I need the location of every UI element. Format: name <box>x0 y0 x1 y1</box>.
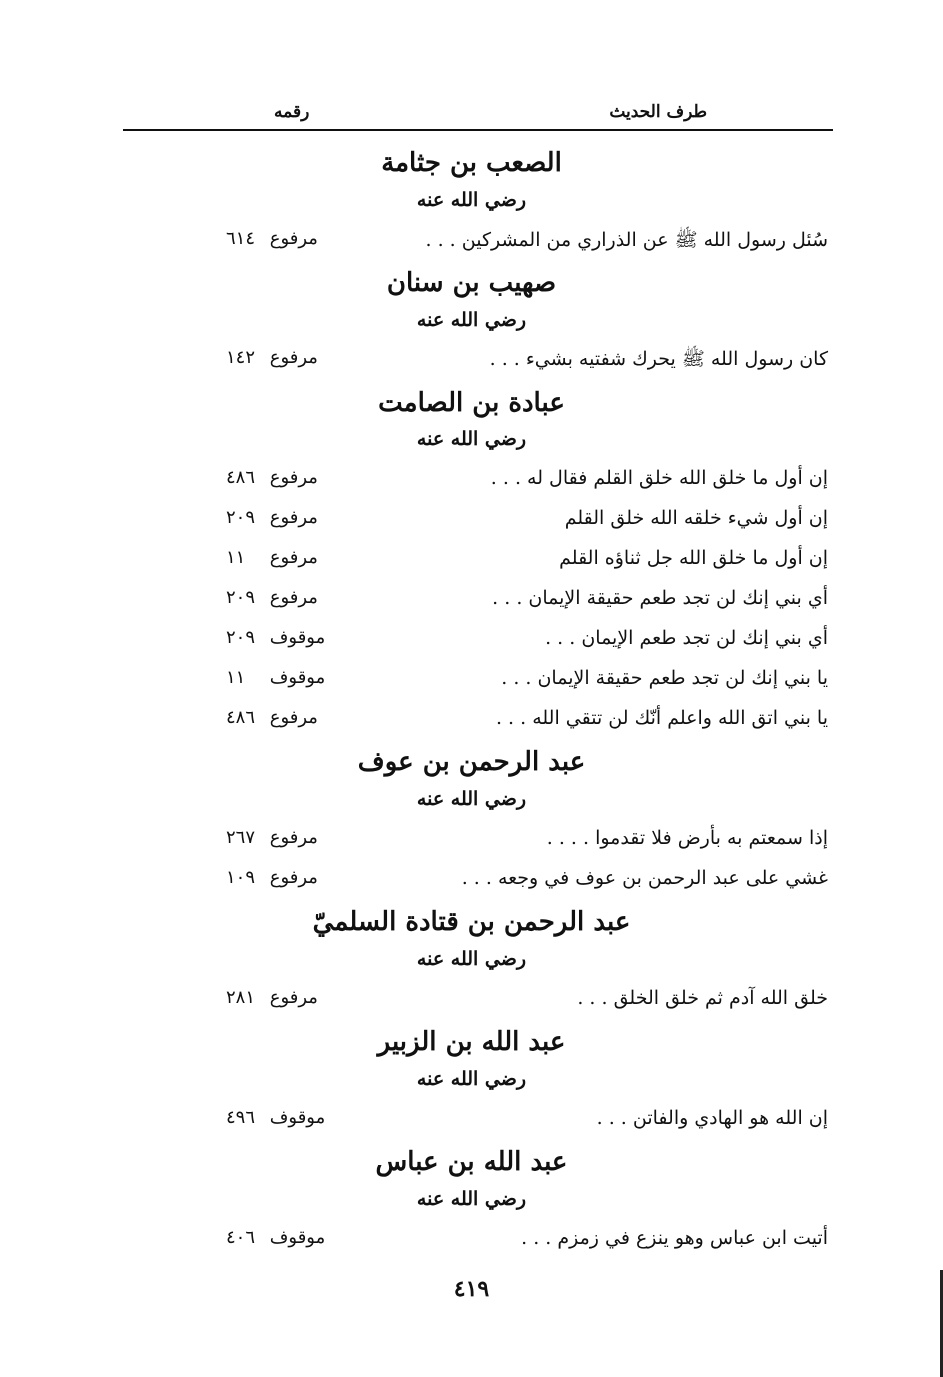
hadith-text: أي بني إنك لن تجد طعم حقيقة الإيمان . . . <box>492 587 828 609</box>
hadith-ref <box>226 228 336 249</box>
section-title: الصعب بن جثامة <box>381 148 562 178</box>
hadith-number: ٦١٤ <box>226 228 256 249</box>
hadith-ref <box>226 1227 336 1248</box>
section-subtitle: رضي الله عنه <box>416 1188 527 1210</box>
section-subtitle: رضي الله عنه <box>416 948 527 970</box>
section-title: عبد الله بن الزبير <box>377 1027 566 1057</box>
hadith-type: مرفوع <box>269 547 318 568</box>
hadith-ref <box>226 867 336 888</box>
hadith-number: ١٠٩ <box>226 867 256 888</box>
hadith-ref <box>226 1107 336 1128</box>
section-subtitle: رضي الله عنه <box>416 428 527 450</box>
hadith-ref <box>226 587 336 608</box>
header-divider <box>123 129 833 131</box>
hadith-type: مرفوع <box>269 228 318 249</box>
hadith-type: مرفوع <box>269 827 318 848</box>
section-title: عبد الرحمن بن قتادة السلميّ <box>312 907 631 937</box>
hadith-type: مرفوع <box>269 587 318 608</box>
hadith-ref <box>226 547 336 568</box>
section-title: عبد الله بن عباس <box>375 1147 568 1177</box>
hadith-ref <box>226 627 336 648</box>
hadith-number: ٤٨٦ <box>226 467 256 488</box>
hadith-number: ٤٩٦ <box>226 1107 256 1128</box>
hadith-type: مرفوع <box>269 467 318 488</box>
page-number: ٤١٩ <box>453 1276 490 1302</box>
hadith-type: مرفوع <box>269 987 318 1008</box>
hadith-number: ٤٨٦ <box>226 707 256 728</box>
hadith-number: ١١ <box>226 667 246 688</box>
hadith-text: أتيت ابن عباس وهو ينزع في زمزم . . . <box>521 1227 828 1249</box>
hadith-number: ١١ <box>226 547 246 568</box>
hadith-ref <box>226 987 336 1008</box>
hadith-text: إن الله هو الهادي والفاتن . . . <box>596 1107 828 1129</box>
section-title: صهيب بن سنان <box>386 268 557 298</box>
hadith-text: إذا سمعتم به بأرض فلا تقدموا . . . . <box>546 827 828 849</box>
hadith-ref <box>226 347 336 368</box>
hadith-text: يا بني اتق الله واعلم أنّك لن تتقي الله . . . <box>495 707 828 729</box>
hadith-number: ١٤٢ <box>226 347 256 368</box>
hadith-ref <box>226 667 336 688</box>
section-subtitle: رضي الله عنه <box>416 189 527 211</box>
hadith-ref <box>226 467 336 488</box>
hadith-number: ٢٨١ <box>226 987 256 1008</box>
hadith-text: أي بني إنك لن تجد طعم الإيمان . . . <box>545 627 828 649</box>
hadith-type: موقوف <box>269 627 326 648</box>
hadith-type: موقوف <box>269 1107 326 1128</box>
section-title: عبادة بن الصامت <box>378 388 565 418</box>
hadith-ref <box>226 707 336 728</box>
hadith-number: ٢٠٩ <box>226 587 256 608</box>
hadith-type: مرفوع <box>269 867 318 888</box>
hadith-text: غشي على عبد الرحمن بن عوف في وجعه . . . <box>461 867 828 889</box>
hadith-ref <box>226 827 336 848</box>
section-subtitle: رضي الله عنه <box>416 309 527 331</box>
hadith-text: خلق الله آدم ثم خلق الخلق . . . <box>577 987 828 1009</box>
hadith-text: إن أول ما خلق الله جل ثناؤه القلم <box>559 547 828 569</box>
hadith-ref <box>226 507 336 528</box>
hadith-number: ٢٠٩ <box>226 507 256 528</box>
hadith-number: ٢٠٩ <box>226 627 256 648</box>
column-header-hadith: طرف الحديث <box>609 102 707 122</box>
section-subtitle: رضي الله عنه <box>416 1068 527 1090</box>
hadith-type: موقوف <box>269 1227 326 1248</box>
hadith-type: موقوف <box>269 667 326 688</box>
hadith-text: إن أول شيء خلقه الله خلق القلم <box>564 507 828 529</box>
hadith-number: ٤٠٦ <box>226 1227 256 1248</box>
hadith-type: مرفوع <box>269 707 318 728</box>
section-title: عبد الرحمن بن عوف <box>357 747 586 777</box>
hadith-type: مرفوع <box>269 507 318 528</box>
hadith-type: مرفوع <box>269 347 318 368</box>
hadith-text: كان رسول الله ﷺ يحرك شفتيه بشيء . . . <box>489 348 828 370</box>
hadith-number: ٢٦٧ <box>226 827 256 848</box>
hadith-text: سُئل رسول الله ﷺ عن الذراري من المشركين . . . <box>425 229 828 251</box>
hadith-text: إن أول ما خلق الله خلق القلم فقال له . . . <box>490 467 828 489</box>
section-subtitle: رضي الله عنه <box>416 788 527 810</box>
hadith-text: يا بني إنك لن تجد طعم حقيقة الإيمان . . . <box>501 667 828 689</box>
column-header-number: رقمه <box>274 102 310 122</box>
